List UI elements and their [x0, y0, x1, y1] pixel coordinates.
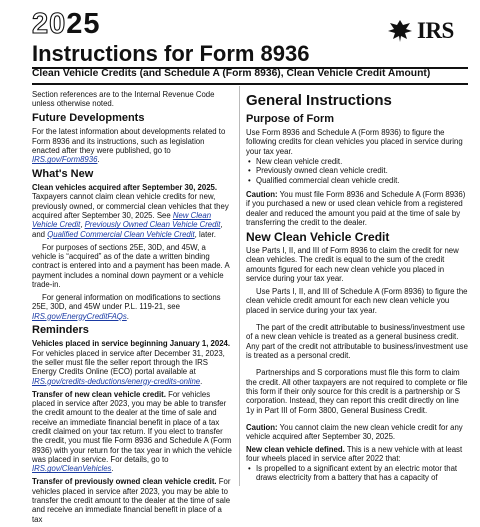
reminder-item-3: Transfer of previously owned clean vehicle credit. For vehicles placed in service after 2023, you may be able to transfer the credit amount to the dealer at the time of sale and receive an immediate financial benefit in place of a tax	[32, 477, 231, 524]
energy-credit-faqs-link[interactable]: IRS.gov/EnergyCreditFAQs	[32, 311, 127, 321]
eagle-icon	[386, 18, 414, 44]
commercial-credit-link[interactable]: Qualified Commercial Clean Vehicle Credit	[47, 229, 195, 239]
future-developments-heading: Future Developments	[32, 112, 145, 125]
caution-note-2: Caution: You cannot claim the new clean vehicle credit for any vehicle acquired after September 30, 2025.	[246, 422, 463, 442]
form-8936-link[interactable]: IRS.gov/Form8936	[32, 155, 98, 165]
ncvc-paragraph-4: Partnerships and S corporations must file this form to claim the credit. All other taxpayers are not required to complete or file this form if their only source for this credit is a partnership or S corporation. Instead, they can report this credit directly on line 1y in Part III of Form 3800, General Business Credit.	[246, 368, 468, 415]
list-item: • New clean vehicle credit.	[256, 157, 468, 166]
left-column	[32, 90, 232, 527]
new-clean-vehicle-definition: New clean vehicle defined. This is a new vehicle with at least four wheels placed in service after 2022 that:	[246, 445, 463, 464]
credits-list	[246, 157, 468, 185]
reminder-item-1: Vehicles placed in service beginning January 1, 2024. For vehicles placed in service after December 31, 2023, the seller must file the seller report through the IRS Energy Credits Online (ECO) portal available at IRS.gov/credits-deductions/energy-credits-online.	[32, 339, 231, 386]
general-instructions-heading: General Instructions	[246, 92, 392, 109]
irs-logo	[386, 16, 468, 46]
whats-new-item-3: For general information on modifications to sections 25E, 30D, and 45W under P.L. 119-21, see IRS.gov/EnergyCreditFAQs.	[32, 292, 221, 321]
ncvc-paragraph-2: Use Parts I, II, and III of Schedule A (Form 8936) to figure the clean vehicle credit amount for each new clean vehicle you placed in service during your tax year.	[246, 286, 468, 315]
energy-credits-online-link[interactable]: IRS.gov/credits-deductions/energy-credits-online	[32, 376, 201, 386]
subtitle-divider	[32, 83, 468, 85]
irs-logo-text: IRS	[417, 18, 454, 43]
right-column	[246, 90, 468, 486]
purpose-of-form-text: Use Form 8936 and Schedule A (Form 8936) to figure the following credits for clean vehicles you placed in service during your tax year.	[246, 128, 463, 156]
purpose-of-form-heading: Purpose of Form	[246, 113, 335, 125]
whats-new-item-1: Clean vehicles acquired after September 30, 2025. Taxpayers cannot claim clean vehicle credits for new, previously owned, or commercial clean vehicles that they acquired after September 30, 2025. See New Clean Vehicle Credit, Previously Owned Clean Vehicle Credit, and Qualified Commercial Clean Vehicle Credit, later.	[32, 183, 229, 239]
list-item: • Qualified commercial clean vehicle credit.	[256, 176, 468, 185]
ncvc-paragraph-3: The part of the credit attributable to business/investment use of a new clean vehicle is treated as a general business credit. Any part of the credit not attributable to business/investment use is treated as a personal credit.	[246, 322, 468, 360]
form-year: 2025	[32, 8, 101, 40]
previously-owned-credit-link[interactable]: Previously Owned Clean Vehicle Credit	[84, 220, 221, 230]
list-item: • Previously owned clean vehicle credit.	[256, 166, 468, 175]
column-divider	[239, 86, 240, 486]
future-developments-text: For the latest information about developments related to Form 8936 and its instructions, such as legislation enacted after they were published, go to IRS.gov/Form8936.	[32, 127, 226, 165]
new-clean-vehicle-credit-link[interactable]: New Clean Vehicle Credit	[32, 211, 212, 230]
page-subtitle: Clean Vehicle Credits (and Schedule A (Form 8936), Clean Vehicle Credit Amount)	[32, 68, 431, 79]
reminder-item-2: Transfer of new clean vehicle credit. For vehicles placed in service after 2023, you may be able to transfer the credit amount to the dealer at the time of sale and receive an immediate financial benefit in place of a tax credit claimed on your tax return. If you elect to transfer the credit, you must file Form 8936 and Schedule A (Form 8936) with your return for the tax year in which the vehicle was placed in service. For details, go to IRS.gov/CleanVehicles.	[32, 389, 232, 474]
caution-note-1: Caution: You must file Form 8936 and Schedule A (Form 8936) if you purchased a new or used clean vehicle from a registered dealer and reduced the amount you paid at the time of sale by transferring the credit to the dealer.	[246, 190, 466, 228]
ncvc-paragraph-1: Use Parts I, II, and III of Form 8936 to claim the credit for new clean vehicles. The credit is equal to the sum of the credit amounts figured for each new clean vehicle you placed in service during your tax year.	[246, 245, 459, 283]
new-clean-vehicle-credit-heading: New Clean Vehicle Credit	[246, 229, 390, 244]
intro-text: Section references are to the Internal Revenue Code unless otherwise noted.	[32, 90, 215, 109]
page-title: Instructions for Form 8936	[32, 41, 310, 66]
list-item: • Is propelled to a significant extent by an electric motor that draws electricity from a battery that has a capacity of	[256, 464, 468, 483]
reminders-heading: Reminders	[32, 324, 89, 337]
clean-vehicles-link[interactable]: IRS.gov/CleanVehicles	[32, 464, 112, 474]
whats-new-heading: What's New	[32, 168, 94, 181]
whats-new-item-2: For purposes of sections 25E, 30D, and 45W, a vehicle is “acquired” as of the date a written binding contract is entered into and a payment has been made. A payment includes a nominal down payment or a vehicle trade-in.	[32, 242, 230, 289]
